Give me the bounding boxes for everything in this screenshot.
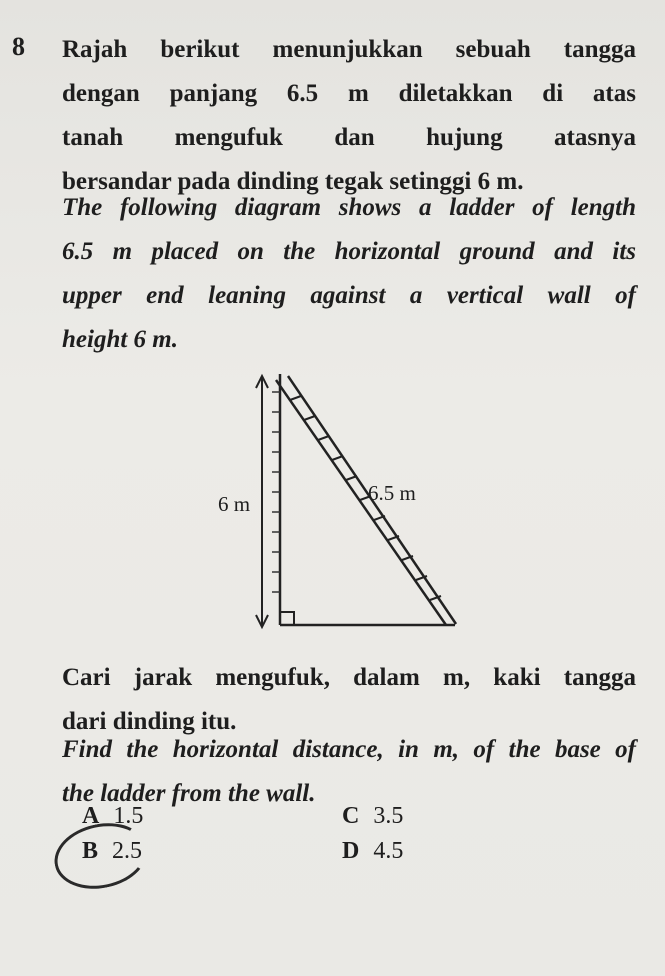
malay-intro <box>62 28 636 204</box>
english-intro-line: The following diagram shows a ladder of length <box>62 194 636 221</box>
option-value: 2.5 <box>112 838 143 864</box>
question-number: 8 <box>12 32 25 61</box>
option-letter: B <box>82 838 99 864</box>
malay-intro-line: tanah mengufuk dan hujung atasnya <box>62 124 636 151</box>
option-value: 4.5 <box>373 838 404 864</box>
english-intro-line: 6.5 m placed on the horizontal ground and its <box>62 238 636 265</box>
right-angle-marker <box>280 612 294 625</box>
english-intro-line: height 6 m. <box>62 326 178 353</box>
option-value: 3.5 <box>373 803 404 829</box>
option-c[interactable] <box>342 803 403 830</box>
option-letter: A <box>82 803 100 829</box>
english-intro <box>62 186 636 362</box>
ladder-length-label: 6.5 m <box>368 481 416 505</box>
option-value: 1.5 <box>113 803 144 829</box>
malay-intro-line: dengan panjang 6.5 m diletakkan di atas <box>62 80 636 107</box>
wall-height-label: 6 m <box>218 492 251 516</box>
option-letter: D <box>342 838 360 864</box>
option-letter: C <box>342 803 360 829</box>
english-question-line: Find the horizontal distance, in m, of the base of <box>62 736 636 763</box>
english-intro-line: upper end leaning against a vertical wall of <box>62 282 636 309</box>
malay-question-line: Cari jarak mengufuk, dalam m, kaki tangga <box>62 664 636 691</box>
option-d[interactable] <box>342 838 403 865</box>
ladder-rail-left <box>276 380 446 625</box>
malay-intro-line: bersandar pada dinding tegak setinggi 6 m. <box>62 168 524 195</box>
malay-question-line: dari dinding itu. <box>62 708 237 735</box>
english-question-line: the ladder from the wall. <box>62 780 316 807</box>
malay-intro-line: Rajah berikut menunjukkan sebuah tangga <box>62 36 636 63</box>
